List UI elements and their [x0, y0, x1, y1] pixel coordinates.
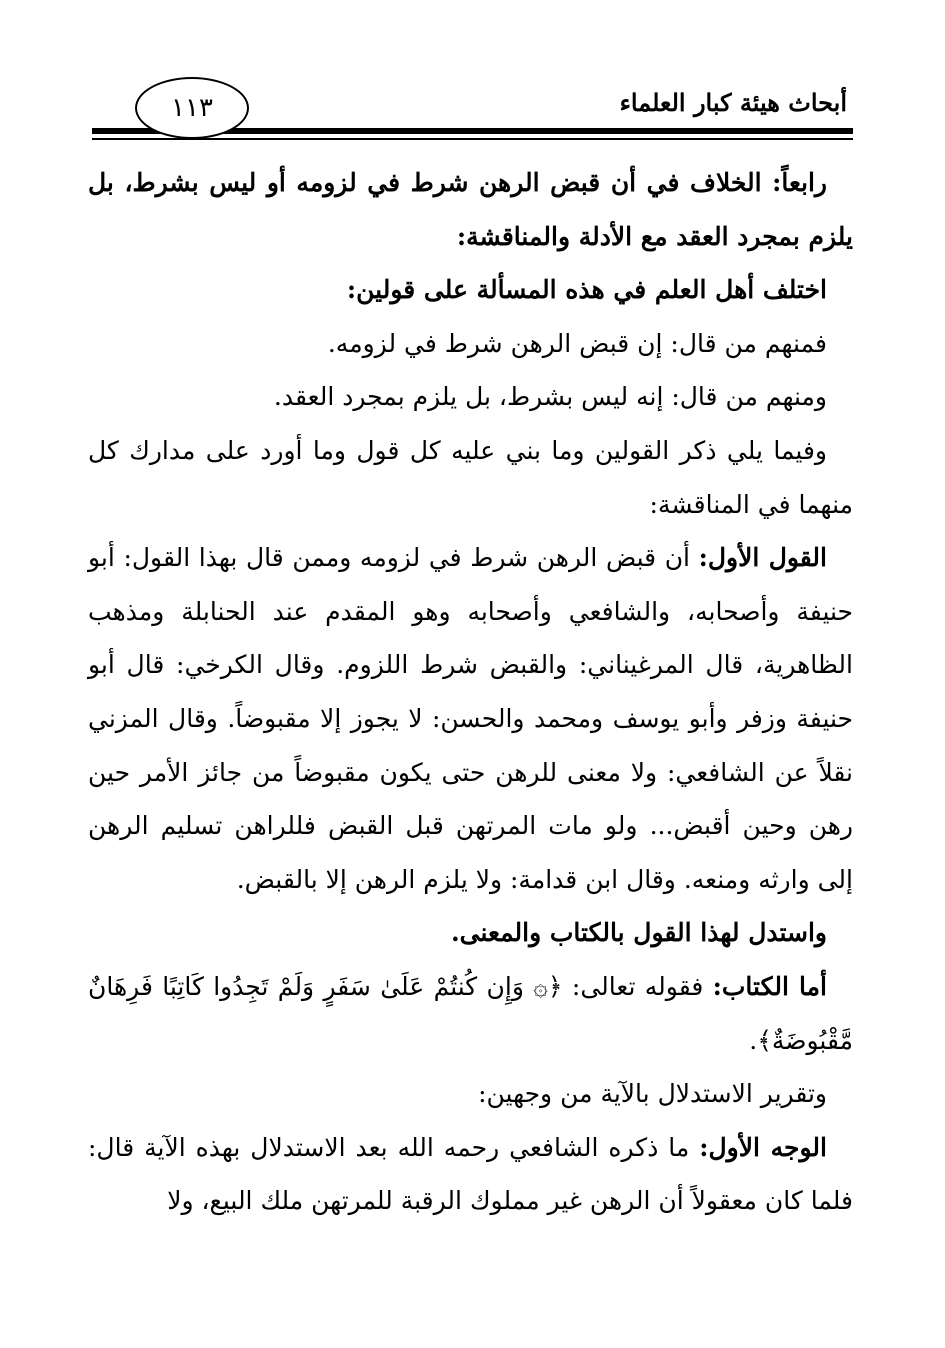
book-end: . [749, 1025, 758, 1055]
paragraph-first-view: فمنهم من قال: إن قبض الرهن شرط في لزومه. [327, 328, 827, 358]
body-text [88, 156, 853, 1228]
page-number: ١١٣ [171, 93, 213, 123]
paragraph-first-opinion [88, 531, 853, 906]
paragraph-evidence: واستدل لهذا القول بالكتاب والمعنى. [450, 918, 827, 948]
section-heading: رابعاً: الخلاف في أن قبض الرهن شرط في لزومه أو ليس بشرط، بل يلزم بمجرد العقد مع الأدلة والمناقشة: [88, 168, 853, 251]
page-number-oval [135, 77, 249, 139]
first-opinion-text: أن قبض الرهن شرط في لزومه وممن قال بهذا القول: أبو حنيفة وأصحابه، والشافعي وأصحابه وهو المقدم عند الحنابلة ومذهب الظاهرية، قال المرغيناني: والقبض شرط اللزوم. وقال الكرخي: قال أبو حنيفة وزفر وأبو يوسف ومحمد والحسن: لا يجوز إلا مقبوضاً. وقال المزني نقلاً عن الشافعي: ولا معنى للرهن حتى يكون مقبوضاً من جائز الأمر حين رهن وحين أقبض... ولو مات المرتهن قبل القبض فللراهن تسليم الرهن إلى وارثه ومنعه. وقال ابن قدامة: ولا يلزم الرهن إلا بالقبض. [88, 543, 853, 894]
paragraph-intro: اختلف أهل العلم في هذه المسألة على قولين: [346, 275, 827, 305]
paragraph-outline: وفيما يلي ذكر القولين وما بني عليه كل قول وما أورد على مدارك كل منهما في المناقشة: [88, 435, 853, 519]
first-aspect-text: ما ذكره الشافعي رحمه الله بعد الاستدلال بهذه الآية قال: فلما كان معقولاً أن الرهن غير مملوك الرقبة للمرتهن ملك البيع، ولا [88, 1132, 853, 1216]
quran-close-bracket: ﴾ [757, 1025, 772, 1055]
paragraph-book [88, 960, 853, 1067]
paragraph-first-aspect [88, 1121, 853, 1228]
paragraph-two-aspects: وتقرير الاستدلال بالآية من وجهين: [478, 1079, 827, 1109]
quran-open-bracket: ﴿ [547, 971, 563, 1001]
first-aspect-lead: الوجه الأول: [699, 1132, 827, 1162]
header-rule-thin [92, 138, 853, 140]
paragraph-second-view: ومنهم من قال: إنه ليس بشرط، بل يلزم بمجرد العقد. [273, 382, 827, 412]
quran-verse: ۞ وَإِن كُنتُمْ عَلَىٰ سَفَرٍ وَلَمْ تَجِدُوا كَاتِبًا فَرِهَانٌ مَّقْبُوضَةٌ [88, 971, 853, 1055]
first-opinion-lead: القول الأول: [698, 543, 827, 573]
running-head: أبحاث هيئة كبار العلماء [619, 88, 847, 117]
book-intro: فقوله تعالى: [562, 971, 713, 1001]
book-lead: أما الكتاب: [712, 971, 828, 1001]
